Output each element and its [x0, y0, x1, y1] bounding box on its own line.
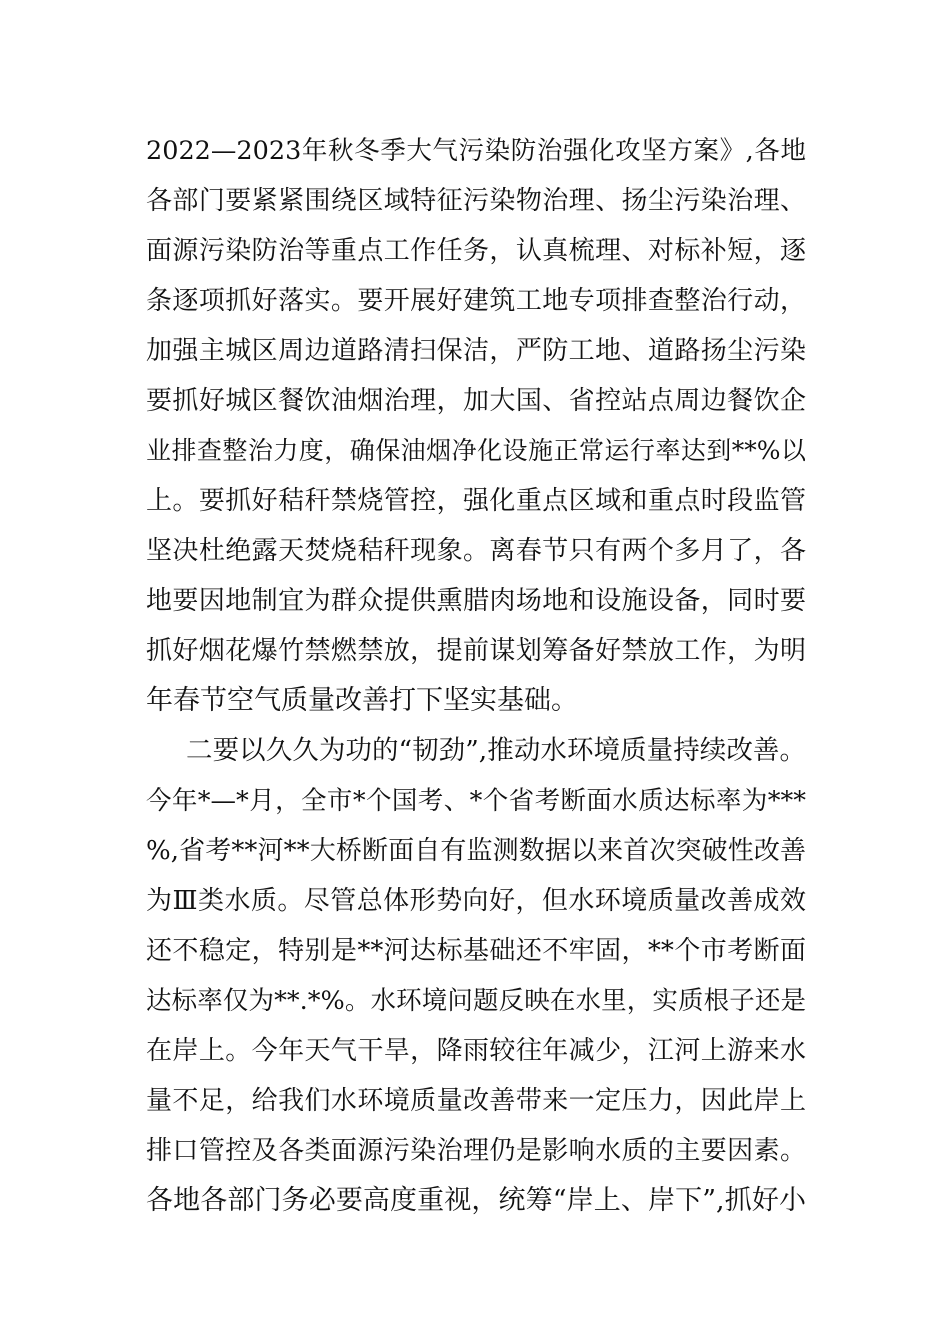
text-line: 抓好烟花爆竹禁燃禁放，提前谋划筹备好禁放工作，为明: [146, 636, 806, 666]
text-line: 量不足，给我们水环境质量改善带来一定压力，因此岸上: [146, 1086, 806, 1116]
text-line: 为Ⅲ类水质。尽管总体形势向好，但水环境质量改善成效: [146, 886, 806, 916]
text-line: 还不稳定，特别是**河达标基础还不牢固，**个市考断面: [146, 936, 806, 966]
text-line: 面源污染防治等重点工作任务，认真梳理、对标补短，逐: [146, 236, 806, 266]
text-line: 业排查整治力度，确保油烟净化设施正常运行率达到**%以: [146, 436, 806, 465]
text-line: 条逐项抓好落实。要开展好建筑工地专项排查整治行动，: [146, 286, 806, 316]
text-line: 二要以久久为功的“韧劲”,推动水环境质量持续改善。: [186, 735, 806, 766]
text-line: 要抓好城区餐饮油烟治理，加大国、省控站点周边餐饮企: [146, 386, 806, 416]
text-line: 坚决杜绝露天焚烧秸秆现象。离春节只有两个多月了，各: [146, 536, 806, 566]
text-line: 排口管控及各类面源污染治理仍是影响水质的主要因素。: [146, 1136, 806, 1166]
body-text: [146, 126, 806, 1226]
text-line: 年春节空气质量改善打下坚实基础。: [146, 685, 578, 716]
text-line: 达标率仅为**.*%。水环境问题反映在水里，实质根子还是: [146, 986, 806, 1016]
text-line: %,省考**河**大桥断面自有监测数据以来首次突破性改善: [146, 836, 806, 866]
text-line: 2022—2023年秋冬季大气污染防治强化攻坚方案》,各地: [146, 136, 806, 166]
text-line: 加强主城区周边道路清扫保洁，严防工地、道路扬尘污染: [146, 336, 806, 366]
text-line: 今年*—*月，全市*个国考、*个省考断面水质达标率为***: [146, 786, 806, 816]
text-line: 地要因地制宜为群众提供熏腊肉场地和设施设备，同时要: [146, 586, 806, 616]
text-line: 各部门要紧紧围绕区域特征污染物治理、扬尘污染治理、: [146, 186, 806, 216]
paragraph-2: [146, 726, 806, 1226]
text-line: 上。要抓好秸秆禁烧管控，强化重点区域和重点时段监管: [146, 486, 806, 516]
paragraph-1: [146, 126, 806, 726]
text-line: 各地各部门务必要高度重视，统筹“岸上、岸下”,抓好小: [146, 1185, 806, 1216]
text-line: 在岸上。今年天气干旱，降雨较往年减少，江河上游来水: [146, 1036, 806, 1066]
